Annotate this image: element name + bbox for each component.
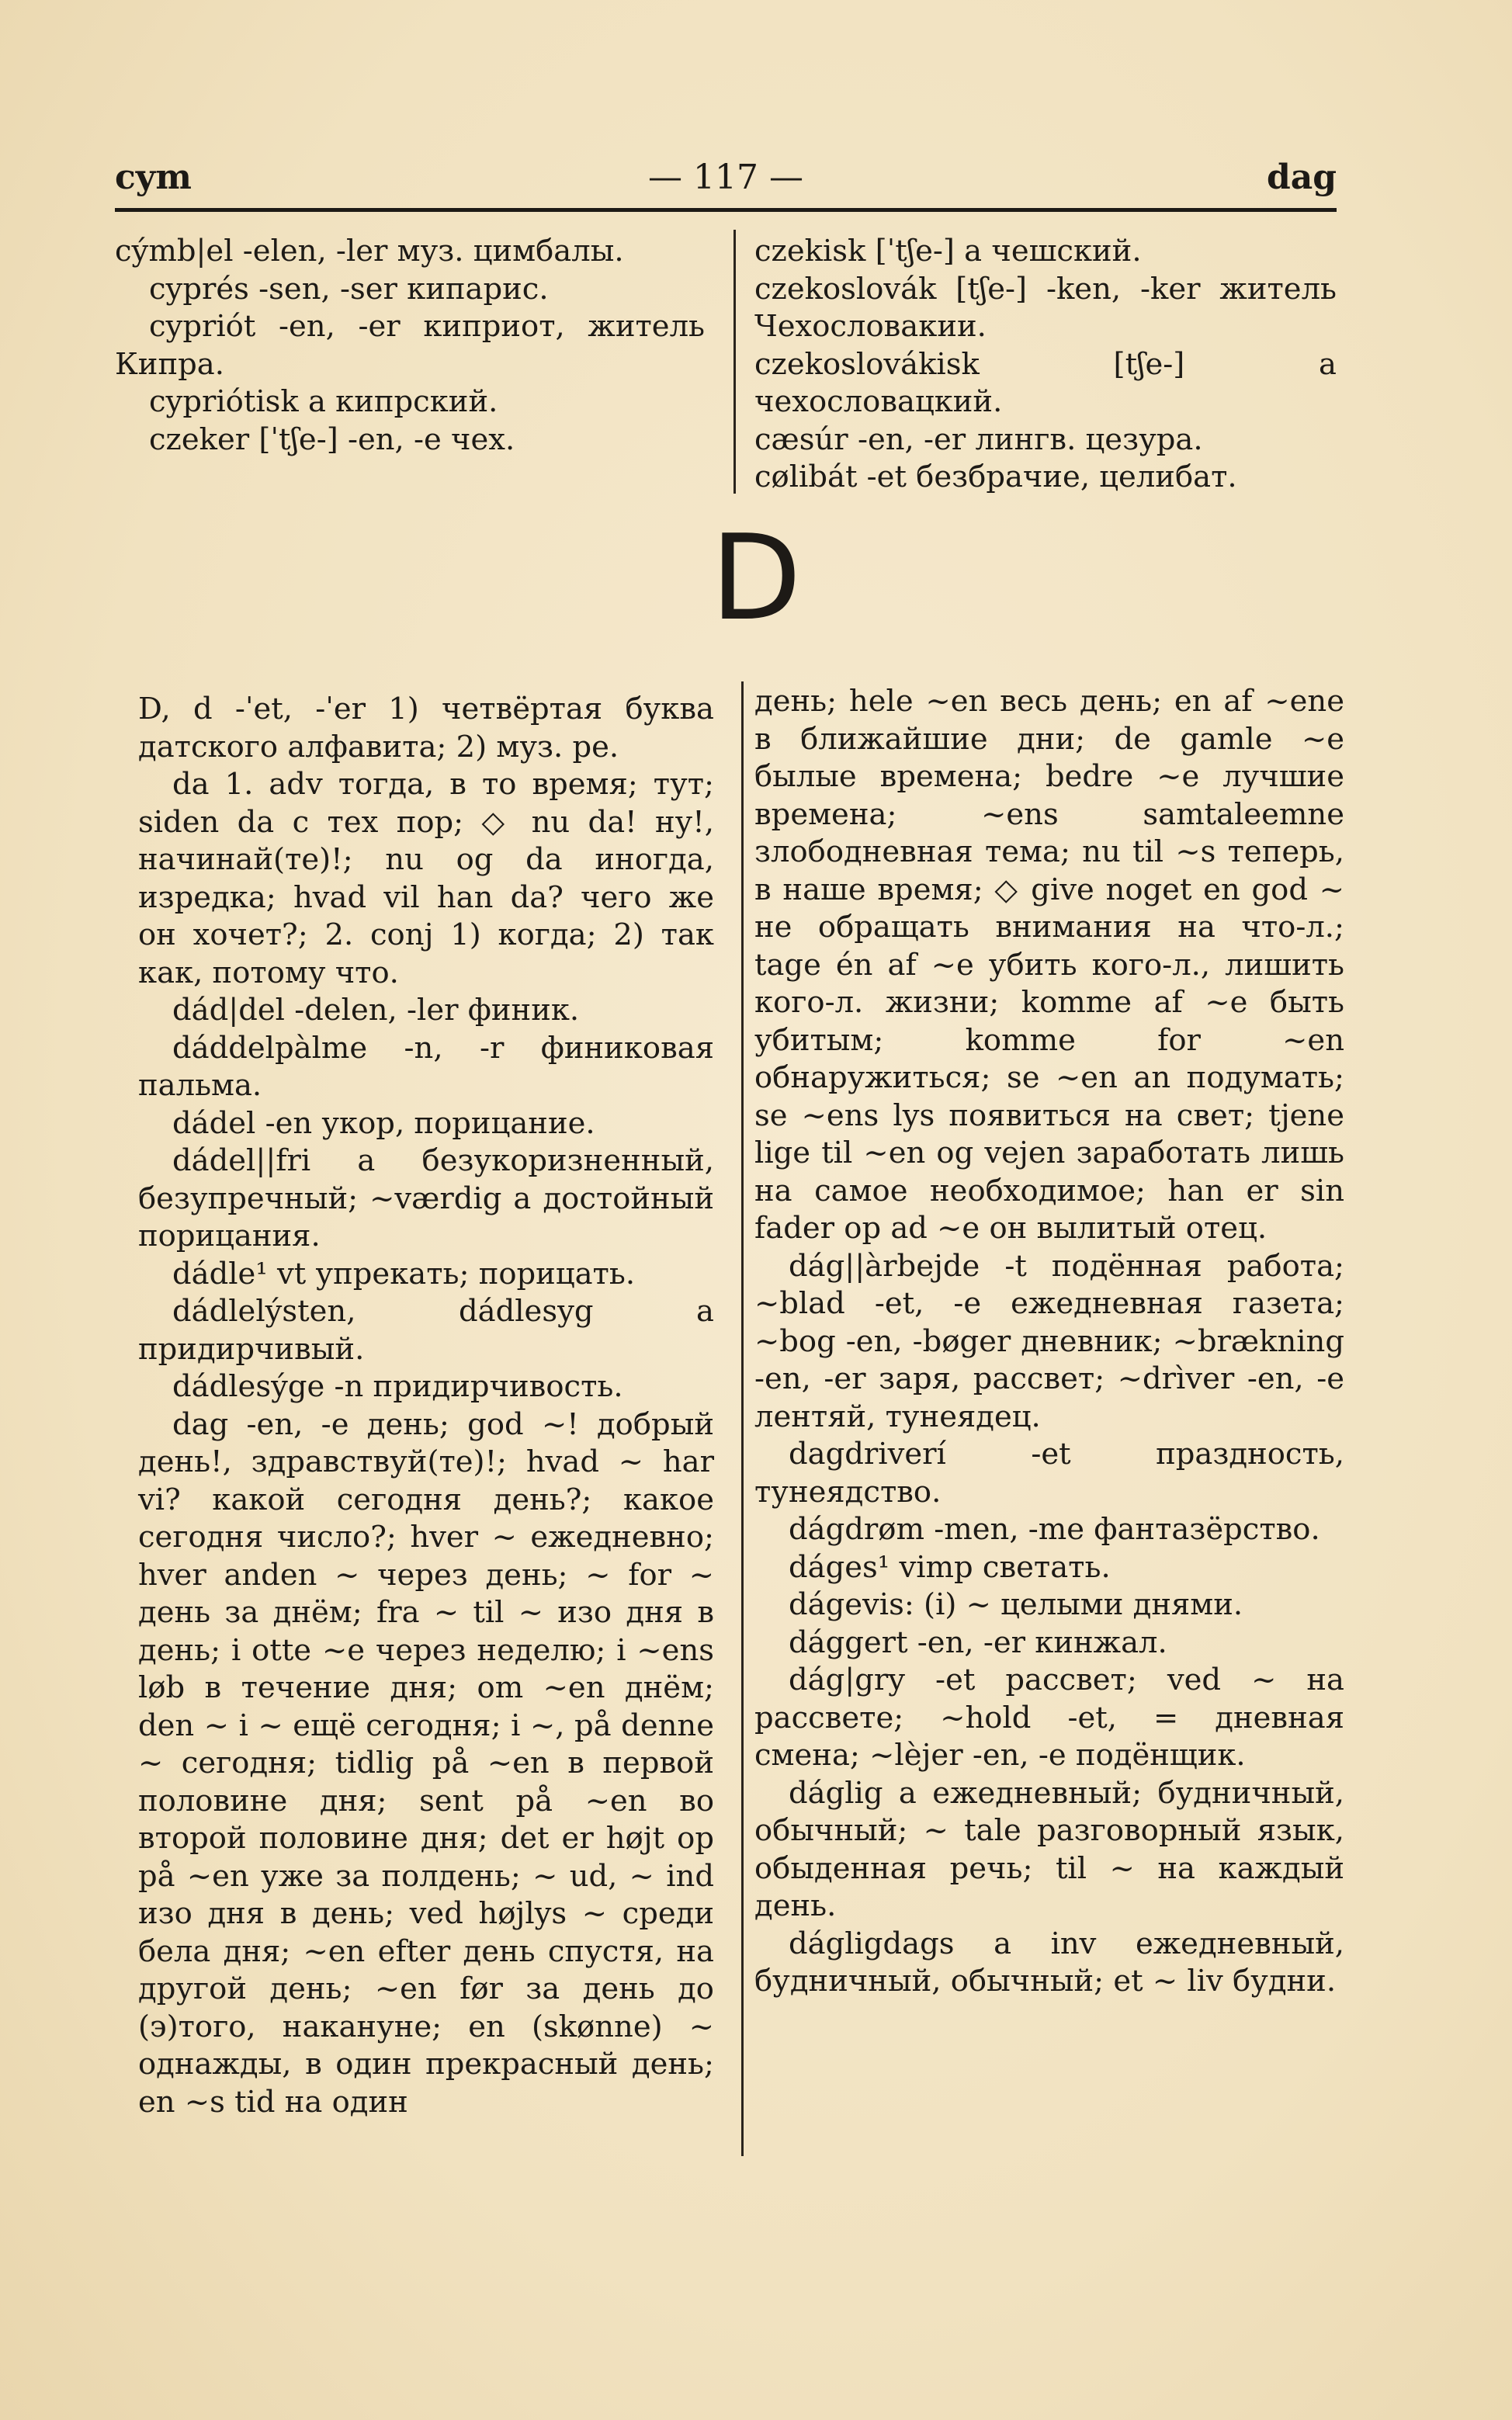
entry-dagdrom: dágdrøm -men, -me фантазёрство.	[789, 1512, 1320, 1547]
entry-dadle: dádle¹ vt упрекать; порицать.	[172, 1256, 636, 1291]
entry-czekoslovakisk: czekoslovákisk [tʃe-] a чехословацкий.	[754, 346, 1337, 419]
right-column	[754, 683, 1344, 2001]
entry-czekisk: czekisk [ˈtʃe-] a чешский.	[754, 234, 1142, 269]
entry-daddel: dád|del -delen, -ler финик.	[172, 993, 580, 1028]
top-right-column	[754, 233, 1337, 497]
entry-da: da 1. adv тогда, в то время; тут; siden da с тех пор; ◇ nu da! ну!, начинай(те)!; nu og da иногда, изредка; hvad vil han da? чего же он хочет?; 2. conj 1) когда; 2) так как, потому что.	[138, 767, 714, 990]
entry-dagevis: dágevis: (i) ~ целыми днями.	[789, 1587, 1243, 1622]
entry-d: D, d -ˈet, -ˈer 1) четвёртая буква датского алфавита; 2) муз. ре.	[138, 692, 714, 764]
entry-daddelpalme: dáddelpàlme -n, -r финиковая пальма.	[138, 1030, 714, 1103]
entry-czeker: czeker [ˈtʃe-] -en, -e чех.	[149, 421, 515, 457]
entry-dag-continued: день; hele ~en весь день; en af ~ene в ближайшие дни; de gamle ~e былые времена; bedre ~e лучшие времена; ~ens samtaleemne злободневная тема; nu til ~s теперь, в наше время; ◇ give noget en god ~ не обращать внимания на что-л.; tage én af ~e убить кого-л., лишить кого-л. жизни; komme af ~e быть убитым; komme for ~en обнаружиться; se ~en an подумать; se ~ens lys появиться на свет; tjene lige til ~en og vejen заработать лишь на самое необходимое; han er sin fader op ad ~e он вылитый отец.	[754, 684, 1344, 1246]
entry-daggert: dággert -en, -er кинжал.	[789, 1624, 1167, 1660]
entry-czekoslovak: czekoslovák [tʃe-] -ken, -ker житель Чехословакии.	[754, 271, 1337, 344]
entry-daglig: dáglig a ежедневный; будничный, обычный; ~ tale разговорный язык, обыденная речь; til ~ на каждый день.	[754, 1775, 1344, 1923]
header-first-word: cym	[115, 158, 192, 197]
entry-dages: dáges¹ vimp светать.	[789, 1549, 1111, 1585]
entry-dag: dag -en, -e день; god ~! добрый день!, здравствуй(те)!; hvad ~ har vi? какой сегодня день?; какое сегодня число?; hver ~ ежедневно; hver anden ~ через день; ~ for ~ день за днём; fra ~ til ~ изо дня в день; i otte ~e через неделю; i ~ens løb в течение дня; om ~en днём; den ~ i ~ ещё сегодня; i ~, på denne ~ сегодня; tidlig på ~en в первой половине дня; sent på ~en во второй половине дня; det er højt op på ~en уже за полдень; ~ ud, ~ ind изо дня в день; ved højlys ~ среди бела дня; ~en efter день спустя, на другой день; ~en før за день до (э)того, накануне; en (skønne) ~ однажды, в один прекрасный день; en ~s tid на один	[138, 1406, 714, 2120]
entry-dadelfri: dádel||fri a безукоризненный, безупречный; ~værdig a достойный порицания.	[138, 1143, 714, 1253]
section-letter: D	[710, 509, 802, 647]
header-last-word: dag	[1266, 158, 1337, 197]
entry-cypres: cyprés -sen, -ser кипарис.	[149, 271, 549, 307]
entry-dadlesyge: dádlesýge -n придирчивость.	[172, 1369, 623, 1404]
column-divider-top	[733, 230, 736, 494]
left-column	[138, 691, 714, 2121]
page-number: — 117 —	[648, 158, 803, 197]
entry-caesur: cæsúr -en, -er лингв. цезура.	[754, 421, 1203, 457]
entry-cypriot: cypriót -en, -er киприот, житель Кипра.	[115, 309, 705, 382]
entry-colibat: cølibát -et безбрачие, целибат.	[754, 459, 1237, 494]
entry-cymbel: cýmb|el -elen, -ler муз. цимбалы.	[115, 234, 624, 269]
column-divider-main	[741, 681, 744, 2156]
entry-dagdriveri: dagdriverí -et праздность, тунеядство.	[754, 1437, 1344, 1510]
entry-cypriotisk: cypriótisk a кипрский.	[149, 384, 498, 419]
entry-dadel: dádel -en укор, порицание.	[172, 1105, 595, 1141]
running-header	[115, 151, 1337, 206]
header-rule	[115, 208, 1337, 212]
entry-dadlelysten: dádlelýsten, dádlesyg a придирчивый.	[138, 1294, 714, 1367]
entry-daggry: dág|gry -et рассвет; ved ~ на рассвете; ~hold -et, = дневная смена; ~lèjer -en, -e подёнщик.	[754, 1662, 1344, 1773]
entry-dagligdags: dágligdags a inv ежедневный, будничный, обычный; et ~ liv будни.	[754, 1926, 1344, 1999]
top-left-column	[115, 233, 705, 459]
entry-dagarbejde: dág||àrbejde -t подённая работа; ~blad -et, -e ежедневная газета; ~bog -en, -bøger дневник; ~brækning -en, -er заря, рассвет; ~drìver -en, -e лентяй, тунеядец.	[754, 1248, 1344, 1434]
